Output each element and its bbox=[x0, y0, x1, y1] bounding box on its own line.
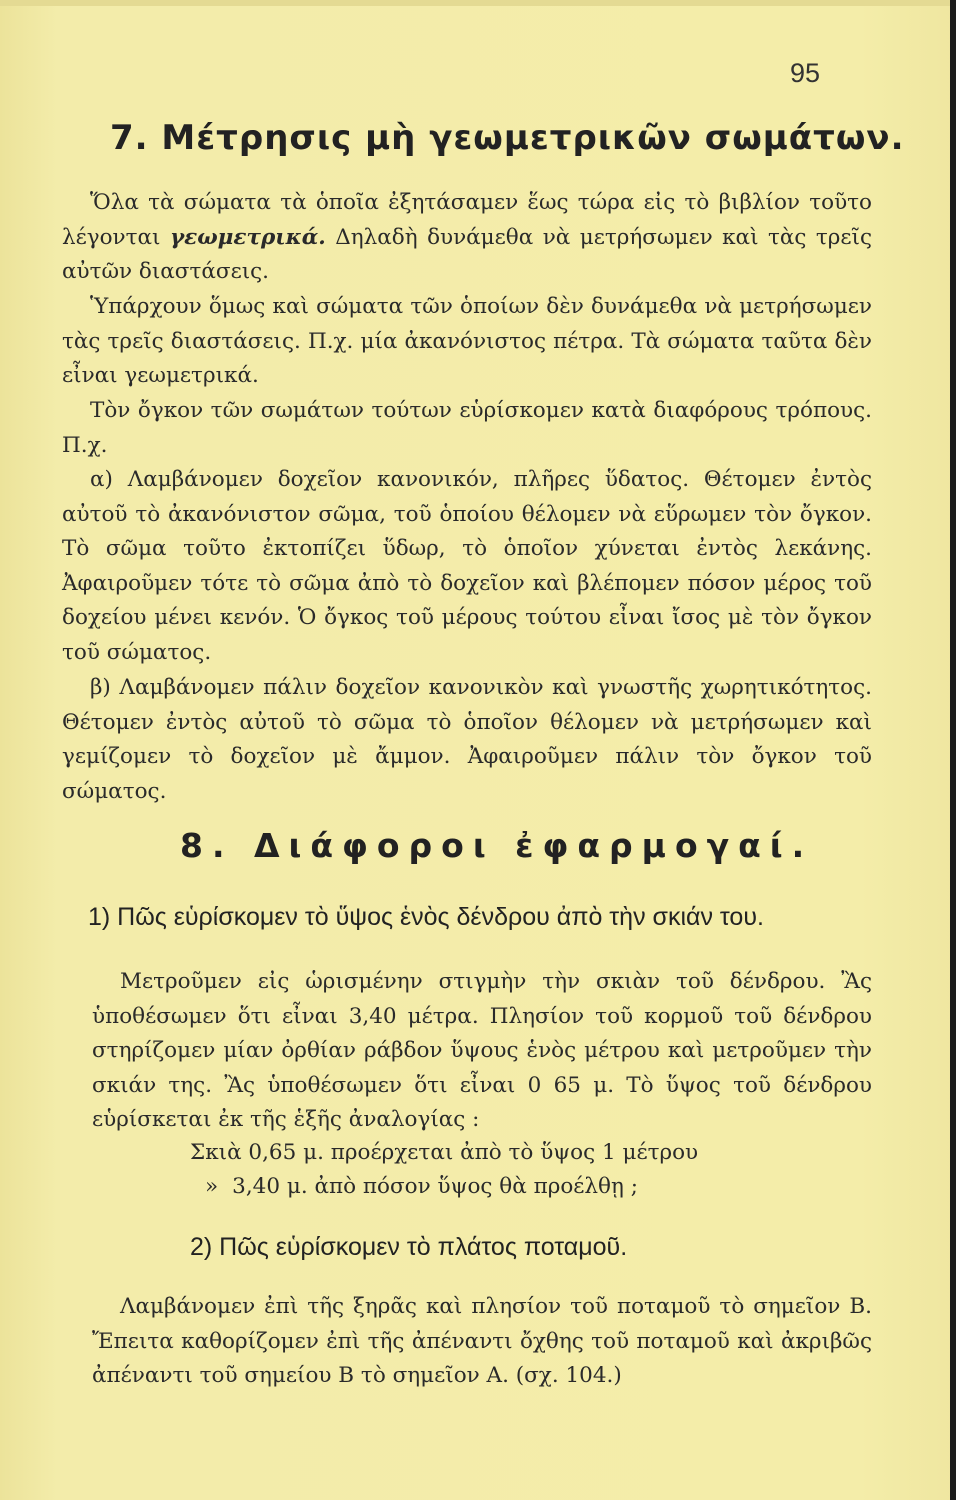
p1-emphasis: γεωμετρικά. bbox=[169, 224, 326, 250]
ratio-line-1: Σκιὰ 0,65 μ. προέρχεται ἀπὸ τὸ ὕψος 1 μέτρου bbox=[190, 1140, 699, 1165]
page-right-edge bbox=[950, 0, 956, 1500]
subheading-tree-height: 1) Πῶς εὑρίσκομεν τὸ ὕψος ἑνὸς δένδρου ἀπὸ τὴν σκιάν του. bbox=[88, 903, 764, 931]
paragraph-method-a: α) Λαμβάνομεν δοχεῖον κανονικόν, πλῆρες ὕδατος. Θέτομεν ἐντὸς αὐτοῦ τὸ ἀκανόνιστον σῶμα, τοῦ ὁποίου θέλομεν νὰ εὕρωμεν τὸν ὄγκον. Τὸ σῶμα τοῦτο ἐκτοπίζει ὕδωρ, τὸ ὁποῖον χύνεται ἐντὸς λεκάνης. Ἀφαιροῦμεν τότε τὸ σῶμα ἀπὸ τὸ δοχεῖον καὶ βλέπομεν πόσον μέρος τοῦ δοχείου μένει κενόν. Ὁ ὄγκος τοῦ μέρους τούτου εἶναι ἴσος μὲ τὸν ὄγκον τοῦ σώματος. bbox=[62, 467, 872, 665]
page-top-edge bbox=[0, 0, 956, 6]
paragraph-method-b: β) Λαμβάνομεν πάλιν δοχεῖον κανονικὸν καὶ γνωστῆς χωρητικότητος. Θέτομεν ἐντὸς αὐτοῦ τὸ σῶμα τὸ ὁποῖον θέλομεν νὰ μετρήσωμεν καὶ γεμίζομεν τὸ δοχεῖον μὲ ἄμμον. Ἀφαιροῦμεν πάλιν τὸν ὄγκον τοῦ σώματος. bbox=[62, 675, 872, 804]
paragraph-volume-methods: Τὸν ὄγκον τῶν σωμάτων τούτων εὑρίσκομεν κατὰ διαφόρους τρόπους. Π.χ. bbox=[62, 398, 872, 458]
section-7-title: 7. Μέτρησις μὴ γεωμετρικῶν σωμάτων. bbox=[110, 118, 905, 158]
ratio-line-2 bbox=[205, 1174, 638, 1199]
page-number: 95 bbox=[789, 58, 820, 88]
paragraph-irregular-bodies: Ὑπάρχουν ὅμως καὶ σώματα τῶν ὁποίων δὲν δυνάμεθα νὰ μετρήσωμεν τὰς τρεῖς διαστάσεις. Π.χ. μία ἀκανόνιστος πέτρα. Τὰ σώματα ταῦτα δὲν εἶναι γεωμετρικά. bbox=[62, 294, 872, 389]
paragraph-geometric-bodies bbox=[62, 186, 872, 290]
paragraph-tree-shadow: Μετροῦμεν εἰς ὡρισμένην στιγμὴν τὴν σκιὰν τοῦ δένδρου. Ἂς ὑποθέσωμεν ὅτι εἶναι 3,40 μέτρα. Πλησίον τοῦ κορμοῦ τοῦ δένδρου στηρίζομεν μίαν ὀρθίαν ράβδον ὕψους ἑνὸς μέτρου καὶ μετροῦμεν τὴν σκιάν της. Ἂς ὑποθέσωμεν ὅτι εἶναι 0 65 μ. Τὸ ὕψος τοῦ δένδρου εὑρίσκεται ἐκ τῆς ἑξῆς ἀναλογίας : bbox=[92, 969, 872, 1133]
p1-text-after: Δηλαδὴ δυνάμεθα νὰ μετρήσωμεν καὶ τὰς τρεῖς αὐτῶν διαστάσεις. bbox=[62, 224, 873, 285]
p1-text-before: Ὅλα τὰ σώματα τὰ ὁποῖα ἐξητάσαμεν ἕως τώρα εἰς τὸ βιβλίον τοῦτο λέγονται bbox=[62, 190, 872, 250]
section-8-title: 8. Διάφοροι ἐφαρμογαί. bbox=[180, 826, 814, 865]
subheading-river-width: 2) Πῶς εὑρίσκομεν τὸ πλάτος ποταμοῦ. bbox=[190, 1233, 628, 1261]
paragraph-river-points: Λαμβάνομεν ἐπὶ τῆς ξηρᾶς καὶ πλησίον τοῦ ποταμοῦ τὸ σημεῖον Β. Ἔπειτα καθορίζομεν ἐπὶ τῆς ἀπέναντι ὄχθης τοῦ ποταμοῦ καὶ ἀκριβῶς ἀπέναντι τοῦ σημείου Β τὸ σημεῖον Α. (σχ. 104.) bbox=[92, 1294, 872, 1389]
ratio-line-2-text: 3,40 μ. ἀπὸ πόσον ὕψος θὰ προέλθῃ ; bbox=[232, 1174, 638, 1199]
ditto-mark: » bbox=[205, 1174, 219, 1199]
